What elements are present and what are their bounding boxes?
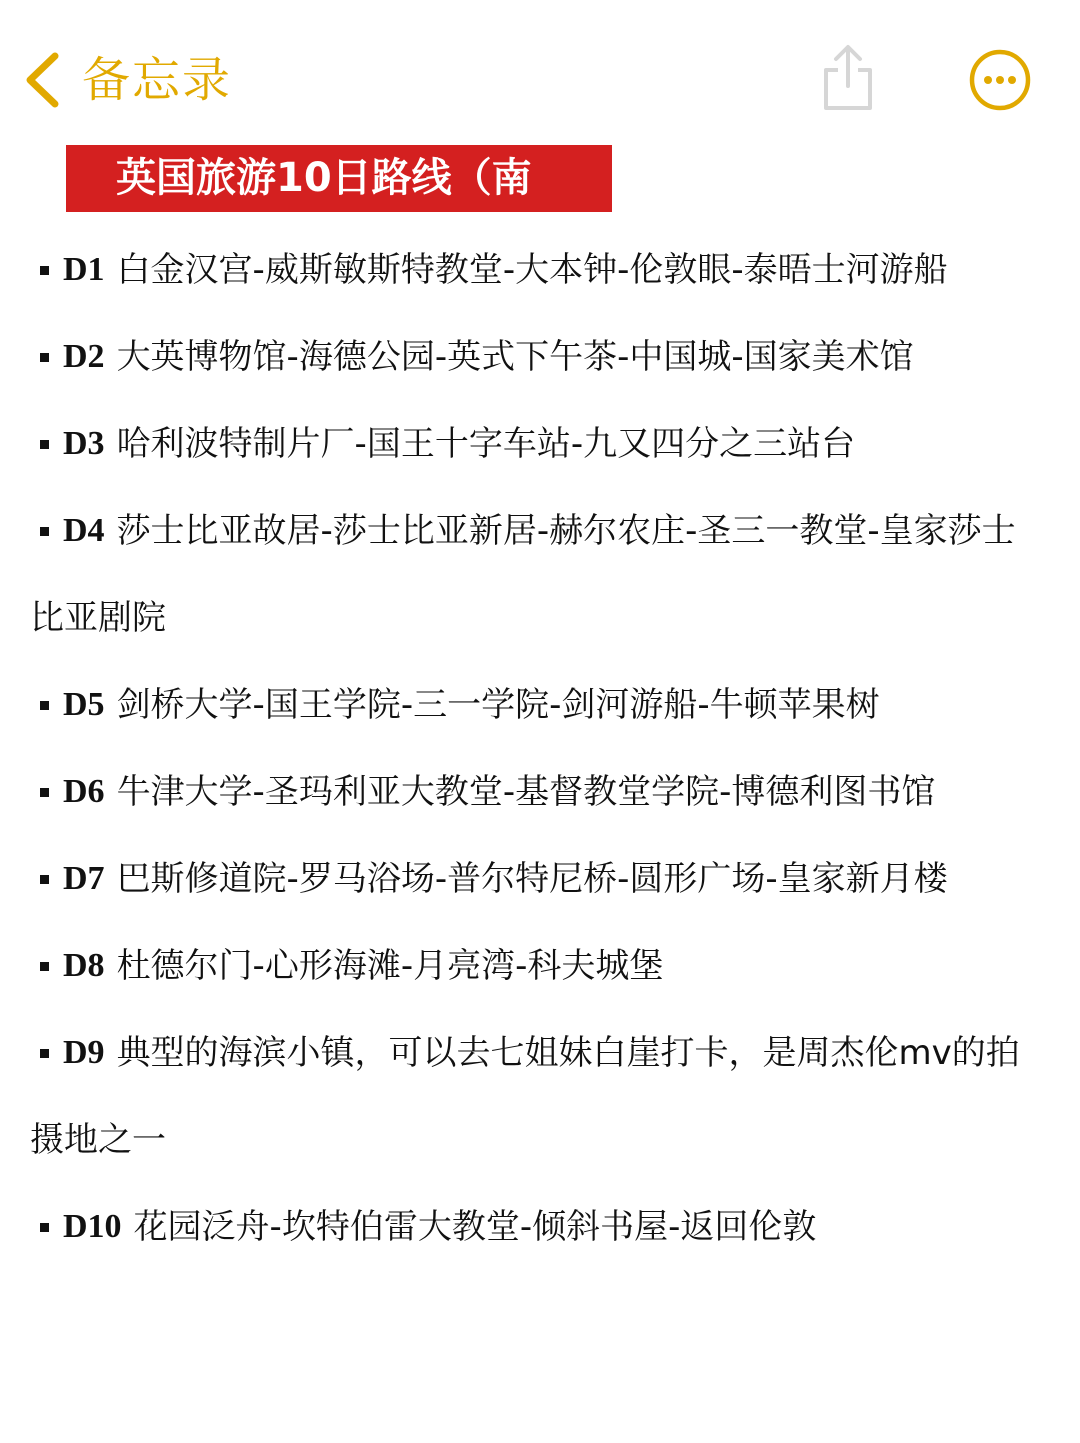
day-route: 莎士比亚故居-莎士比亚新居-赫尔农庄-圣三一教堂-皇家莎士 bbox=[116, 511, 1016, 551]
day-label: D2 bbox=[63, 338, 105, 375]
itinerary-item-d6 bbox=[34, 770, 1054, 814]
day-route: 典型的海滨小镇，可以去七姐妹白崖打卡，是周杰伦mv的拍 bbox=[116, 1033, 1020, 1073]
day-label: D8 bbox=[63, 947, 105, 984]
day-label: D3 bbox=[63, 425, 105, 462]
itinerary-item-d1 bbox=[34, 248, 1054, 292]
day-route: 牛津大学-圣玛利亚大教堂-基督教堂学院-博德利图书馆 bbox=[116, 772, 936, 812]
day-label: D7 bbox=[63, 860, 105, 897]
bullet-marker bbox=[40, 353, 49, 362]
itinerary-item-d8 bbox=[34, 944, 1054, 988]
itinerary-item-d10 bbox=[34, 1205, 1054, 1249]
more-options-button[interactable] bbox=[968, 48, 1032, 112]
bullet-marker bbox=[40, 701, 49, 710]
bullet-marker bbox=[40, 1223, 49, 1232]
bullet-marker bbox=[40, 527, 49, 536]
day-route: 花园泛舟-坎特伯雷大教堂-倾斜书屋-返回伦敦 bbox=[133, 1207, 817, 1247]
day-route: 白金汉宫-威斯敏斯特教堂-大本钟-伦敦眼-泰晤士河游船 bbox=[116, 250, 948, 290]
more-options-icon bbox=[968, 48, 1032, 112]
day-route: 杜德尔门-心形海滩-月亮湾-科夫城堡 bbox=[116, 946, 664, 986]
bullet-marker bbox=[40, 875, 49, 884]
day-route: 巴斯修道院-罗马浴场-普尔特尼桥-圆形广场-皇家新月楼 bbox=[116, 859, 948, 899]
day-route: 哈利波特制片厂-国王十字车站-九又四分之三站台 bbox=[116, 424, 856, 464]
itinerary-item-d7 bbox=[34, 857, 1054, 901]
bullet-marker bbox=[40, 440, 49, 449]
day-label: D10 bbox=[63, 1208, 122, 1245]
itinerary-item-d5 bbox=[34, 683, 1054, 727]
back-button[interactable] bbox=[22, 48, 232, 112]
bullet-marker bbox=[40, 266, 49, 275]
day-route: 剑桥大学-国王学院-三一学院-剑河游船-牛顿苹果树 bbox=[116, 685, 880, 725]
itinerary-item-d2 bbox=[34, 335, 1054, 379]
itinerary-item-d3 bbox=[34, 422, 1054, 466]
day-label: D1 bbox=[63, 251, 105, 288]
itinerary-item-d9 bbox=[34, 1031, 1054, 1075]
bullet-marker bbox=[40, 788, 49, 797]
back-button-label: 备忘录 bbox=[82, 52, 233, 108]
chevron-left-icon bbox=[22, 51, 62, 109]
bullet-marker bbox=[40, 1049, 49, 1058]
bullet-marker bbox=[40, 962, 49, 971]
day-label: D5 bbox=[63, 686, 105, 723]
share-icon bbox=[818, 42, 878, 114]
day-label: D9 bbox=[63, 1034, 105, 1071]
note-title-banner bbox=[66, 145, 612, 212]
share-button[interactable] bbox=[818, 42, 878, 114]
itinerary-item-d4-continuation: 比亚剧院 bbox=[30, 598, 166, 638]
day-label: D4 bbox=[63, 512, 105, 549]
day-label: D6 bbox=[63, 773, 105, 810]
navigation-bar bbox=[0, 0, 1080, 140]
day-route: 大英博物馆-海德公园-英式下午茶-中国城-国家美术馆 bbox=[116, 337, 914, 377]
itinerary-item-d4 bbox=[34, 509, 1054, 553]
itinerary-item-d9-continuation: 摄地之一 bbox=[30, 1120, 166, 1160]
note-title: 英国旅游10日路线（南 bbox=[116, 155, 532, 201]
